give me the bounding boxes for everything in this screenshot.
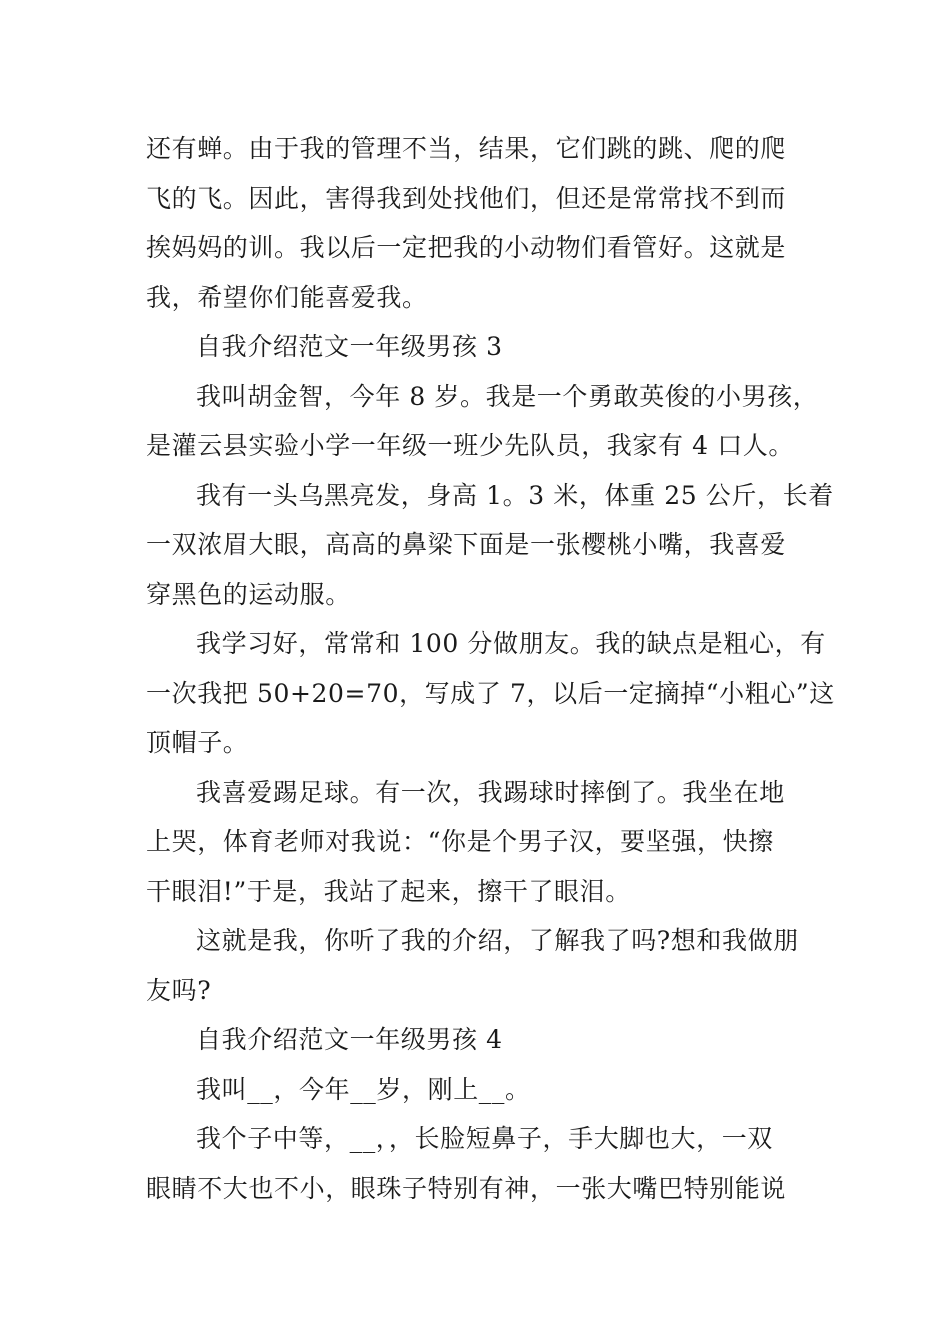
- text-line: 上哭，体育老师对我说：“你是个男子汉，要坚强，快擦: [146, 827, 774, 856]
- text-line: 飞的飞。因此，害得我到处找他们，但还是常常找不到而: [146, 183, 787, 213]
- text-line: 我叫__，今年__岁，刚上__。: [196, 1074, 531, 1104]
- section-heading: 自我介绍范文一年级男孩 3: [196, 332, 503, 361]
- text-line: 一双浓眉大眼，高高的鼻梁下面是一张樱桃小嘴，我喜爱: [146, 530, 787, 559]
- text-line: 干眼泪!”于是，我站了起来，擦干了眼泪。: [146, 876, 631, 906]
- text-line: 友吗?: [146, 975, 212, 1005]
- document-body: [146, 124, 835, 1213]
- text-line: 我叫胡金智，今年 8 岁。我是一个勇敢英俊的小男孩，: [196, 381, 819, 411]
- text-line: 还有蝉。由于我的管理不当，结果，它们跳的跳、爬的爬: [146, 134, 787, 163]
- text-line: 我喜爱踢足球。有一次，我踢球时摔倒了。我坐在地: [196, 777, 785, 807]
- text-line: 我学习好，常常和 100 分做朋友。我的缺点是粗心，有: [196, 629, 826, 658]
- text-line: 眼睛不大也不小，眼珠子特别有神，一张大嘴巴特别能说: [146, 1173, 787, 1203]
- text-line: 一次我把 50+20=70，写成了 7，以后一定摘掉“小粗心”这: [146, 678, 835, 708]
- text-line: 是灌云县实验小学一年级一班少先队员，我家有 4 口人。: [146, 431, 795, 460]
- text-line: 顶帽子。: [146, 728, 249, 757]
- text-line: 我有一头乌黑亮发，身高 1。3 米，体重 25 公斤，长着: [196, 480, 834, 510]
- text-line: 这就是我，你听了我的介绍，了解我了吗?想和我做朋: [196, 926, 799, 955]
- text-line: 我，希望你们能喜爱我。: [146, 282, 428, 312]
- text-line: 挨妈妈的训。我以后一定把我的小动物们看管好。这就是: [146, 233, 787, 262]
- section-heading: 自我介绍范文一年级男孩 4: [196, 1025, 503, 1054]
- text-line: 我个子中等，__，，长脸短鼻子，手大脚也大，一双: [196, 1124, 773, 1153]
- text-line: 穿黑色的运动服。: [146, 579, 351, 609]
